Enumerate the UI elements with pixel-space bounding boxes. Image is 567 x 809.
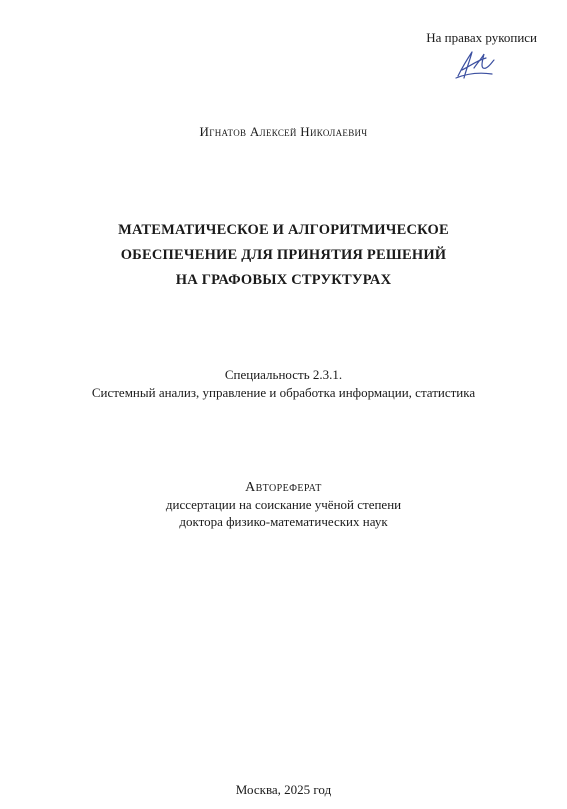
title-line: ОБЕСПЕЧЕНИЕ ДЛЯ ПРИНЯТИЯ РЕШЕНИЙ (120, 247, 447, 263)
author-name: Игнатов Алексей Николаевич (199, 124, 368, 139)
abstract-heading: Автореферат (245, 480, 322, 495)
specialty-code: Специальность 2.3.1. (224, 367, 343, 382)
abstract-line-2: доктора физико-математических наук (179, 514, 388, 529)
title-line: МАТЕМАТИЧЕСКОЕ И АЛГОРИТМИЧЕСКОЕ (118, 222, 449, 238)
specialty-name: Системный анализ, управление и обработка информации, статистика (91, 385, 476, 400)
abstract-block (0, 479, 567, 530)
specialty-block (0, 366, 567, 402)
rights-note: На правах рукописи (426, 30, 537, 45)
title-line: НА ГРАФОВЫХ СТРУКТУРАХ (175, 272, 392, 288)
signature-icon (452, 48, 496, 82)
dissertation-title (0, 218, 567, 293)
abstract-line-1: диссертации на соискание учёной степени (165, 497, 402, 512)
place-year: Москва, 2025 год (235, 782, 332, 797)
